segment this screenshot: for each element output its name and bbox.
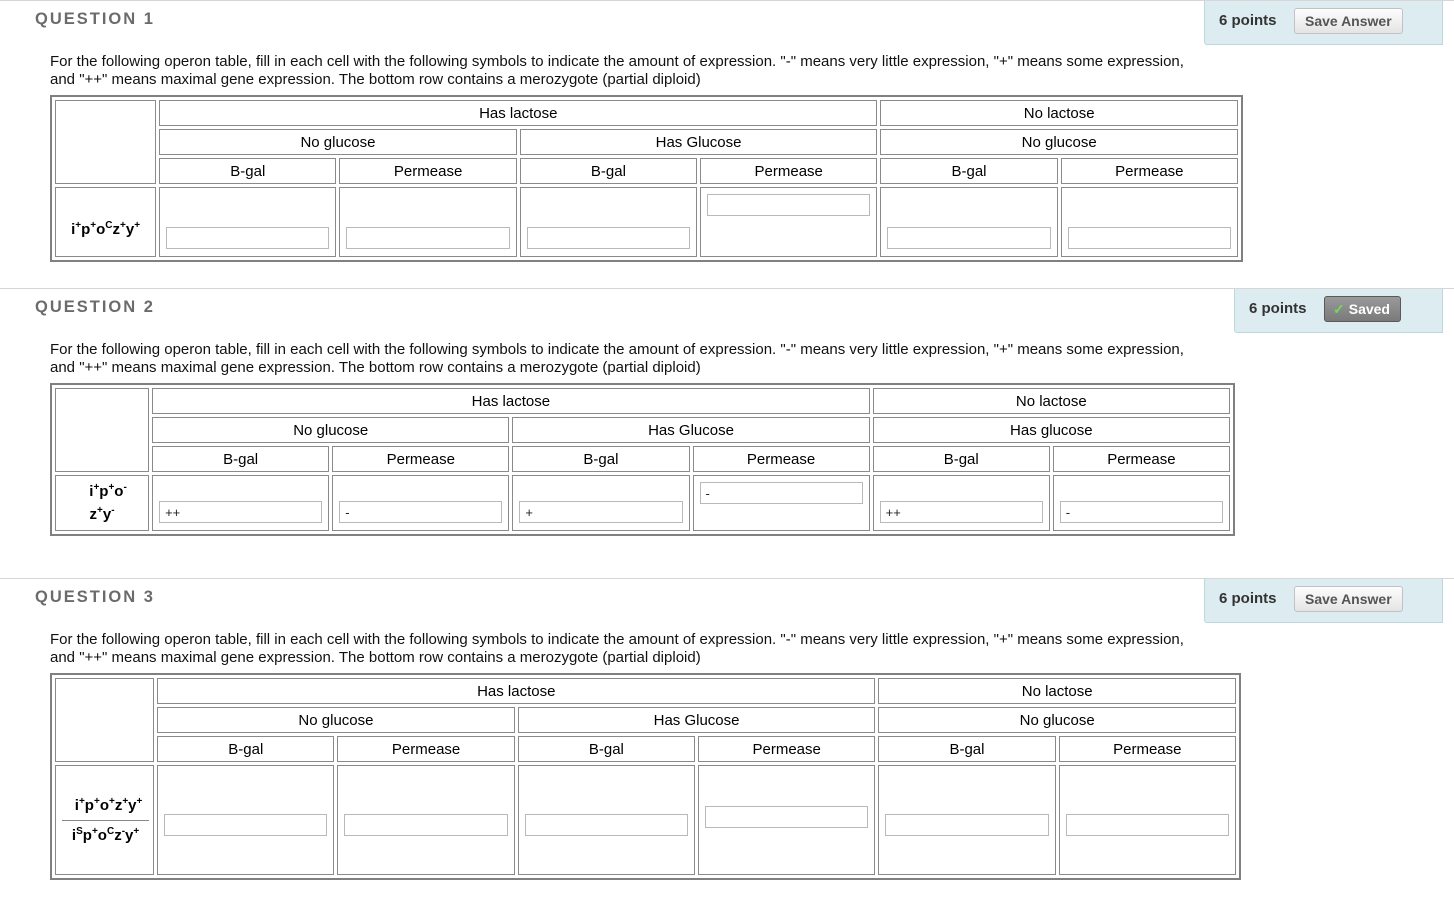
- genotype: $i^+p^+o^Cz^+y^+$: [71, 219, 141, 238]
- header-third-condition: Has glucose: [873, 417, 1230, 443]
- answer-input[interactable]: [159, 501, 322, 523]
- points-panel: [1204, 579, 1443, 623]
- header-permease: Permease: [700, 158, 877, 184]
- header-bgal: B-gal: [873, 446, 1050, 472]
- answer-input[interactable]: [700, 482, 863, 504]
- answer-input[interactable]: [1068, 227, 1231, 249]
- points-label: 6 points: [1249, 300, 1307, 317]
- header-bgal: B-gal: [878, 736, 1055, 762]
- header-no-lactose: No lactose: [880, 100, 1238, 126]
- genotype-label: [55, 475, 149, 531]
- operon-table: [50, 673, 1241, 880]
- question-text: For the following operon table, fill in each cell with the following symbols to indicate the amount of expression. "-" means very little expression, "+" means some expression, and "++" means maximal gene expression. The bottom row contains a merozygote (partial diploid): [50, 341, 1184, 376]
- answer-input[interactable]: [887, 227, 1050, 249]
- question-text: For the following operon table, fill in each cell with the following symbols to indicate the amount of expression. "-" means very little expression, "+" means some expression, and "++" means maximal gene expression. The bottom row contains a merozygote (partial diploid): [50, 631, 1184, 666]
- question-title: QUESTION 3: [35, 588, 155, 606]
- genotype-label: [55, 765, 154, 875]
- header-permease: Permease: [1053, 446, 1230, 472]
- answer-input[interactable]: [346, 227, 509, 249]
- header-has-lactose: Has lactose: [159, 100, 877, 126]
- question-title: QUESTION 1: [35, 10, 155, 28]
- answer-input[interactable]: [527, 227, 690, 249]
- save-answer-button[interactable]: Save Answer: [1294, 8, 1403, 34]
- save-answer-button[interactable]: Save Answer: [1294, 586, 1403, 612]
- genotype-line-2: z+y-: [89, 505, 115, 523]
- question-3: [0, 578, 1454, 905]
- check-icon: ✓: [1333, 301, 1345, 317]
- answer-input[interactable]: [880, 501, 1043, 523]
- answer-input[interactable]: [1060, 501, 1223, 523]
- question-2: [0, 288, 1454, 579]
- header-has-glucose: Has Glucose: [512, 417, 869, 443]
- header-has-glucose: Has Glucose: [518, 707, 876, 733]
- operon-table: [50, 383, 1235, 536]
- answer-input[interactable]: [339, 501, 502, 523]
- answer-input[interactable]: [525, 814, 688, 836]
- answer-input[interactable]: [164, 814, 327, 836]
- answer-input[interactable]: [707, 194, 870, 216]
- merozygote-divider: [62, 820, 149, 821]
- header-bgal: B-gal: [159, 158, 336, 184]
- points-panel: [1234, 289, 1443, 333]
- header-has-glucose: Has Glucose: [520, 129, 878, 155]
- corner-cell: [55, 388, 149, 472]
- question-title: QUESTION 2: [35, 298, 155, 316]
- header-permease: Permease: [693, 446, 870, 472]
- header-bgal: B-gal: [518, 736, 695, 762]
- header-bgal: B-gal: [520, 158, 697, 184]
- answer-input[interactable]: [519, 501, 682, 523]
- header-bgal: B-gal: [512, 446, 689, 472]
- answer-input[interactable]: [885, 814, 1048, 836]
- genotype-line-2: $i^Sp^+o^Cz^-y^+$: [71, 825, 140, 844]
- genotype-label: [55, 187, 156, 257]
- operon-table: [50, 95, 1243, 262]
- question-text: For the following operon table, fill in each cell with the following symbols to indicate the amount of expression. "-" means very little expression, "+" means some expression, and "++" means maximal gene expression. The bottom row contains a merozygote (partial diploid): [50, 53, 1184, 88]
- header-permease: Permease: [1061, 158, 1238, 184]
- header-bgal: B-gal: [880, 158, 1057, 184]
- header-permease: Permease: [337, 736, 514, 762]
- header-no-lactose: No lactose: [873, 388, 1230, 414]
- header-no-lactose: No lactose: [878, 678, 1236, 704]
- answer-input[interactable]: [1066, 814, 1229, 836]
- points-panel: [1204, 1, 1443, 45]
- genotype-line-1: i+p+o-: [89, 482, 127, 500]
- question-1: [0, 0, 1454, 289]
- header-has-lactose: Has lactose: [152, 388, 870, 414]
- header-permease: Permease: [339, 158, 516, 184]
- header-permease: Permease: [1059, 736, 1236, 762]
- header-no-glucose: No glucose: [152, 417, 509, 443]
- answer-input[interactable]: [344, 814, 507, 836]
- header-permease: Permease: [332, 446, 509, 472]
- answer-input[interactable]: [166, 227, 329, 249]
- header-bgal: B-gal: [157, 736, 334, 762]
- points-label: 6 points: [1219, 12, 1277, 29]
- header-third-condition: No glucose: [878, 707, 1236, 733]
- header-no-glucose: No glucose: [159, 129, 517, 155]
- genotype-line-1: i+p+o+z+y+: [74, 795, 143, 814]
- header-permease: Permease: [698, 736, 875, 762]
- header-third-condition: No glucose: [880, 129, 1238, 155]
- corner-cell: [55, 678, 154, 762]
- header-bgal: B-gal: [152, 446, 329, 472]
- header-no-glucose: No glucose: [157, 707, 515, 733]
- saved-button[interactable]: ✓ Saved: [1324, 296, 1401, 322]
- header-has-lactose: Has lactose: [157, 678, 875, 704]
- corner-cell: [55, 100, 156, 184]
- points-label: 6 points: [1219, 590, 1277, 607]
- answer-input[interactable]: [705, 806, 868, 828]
